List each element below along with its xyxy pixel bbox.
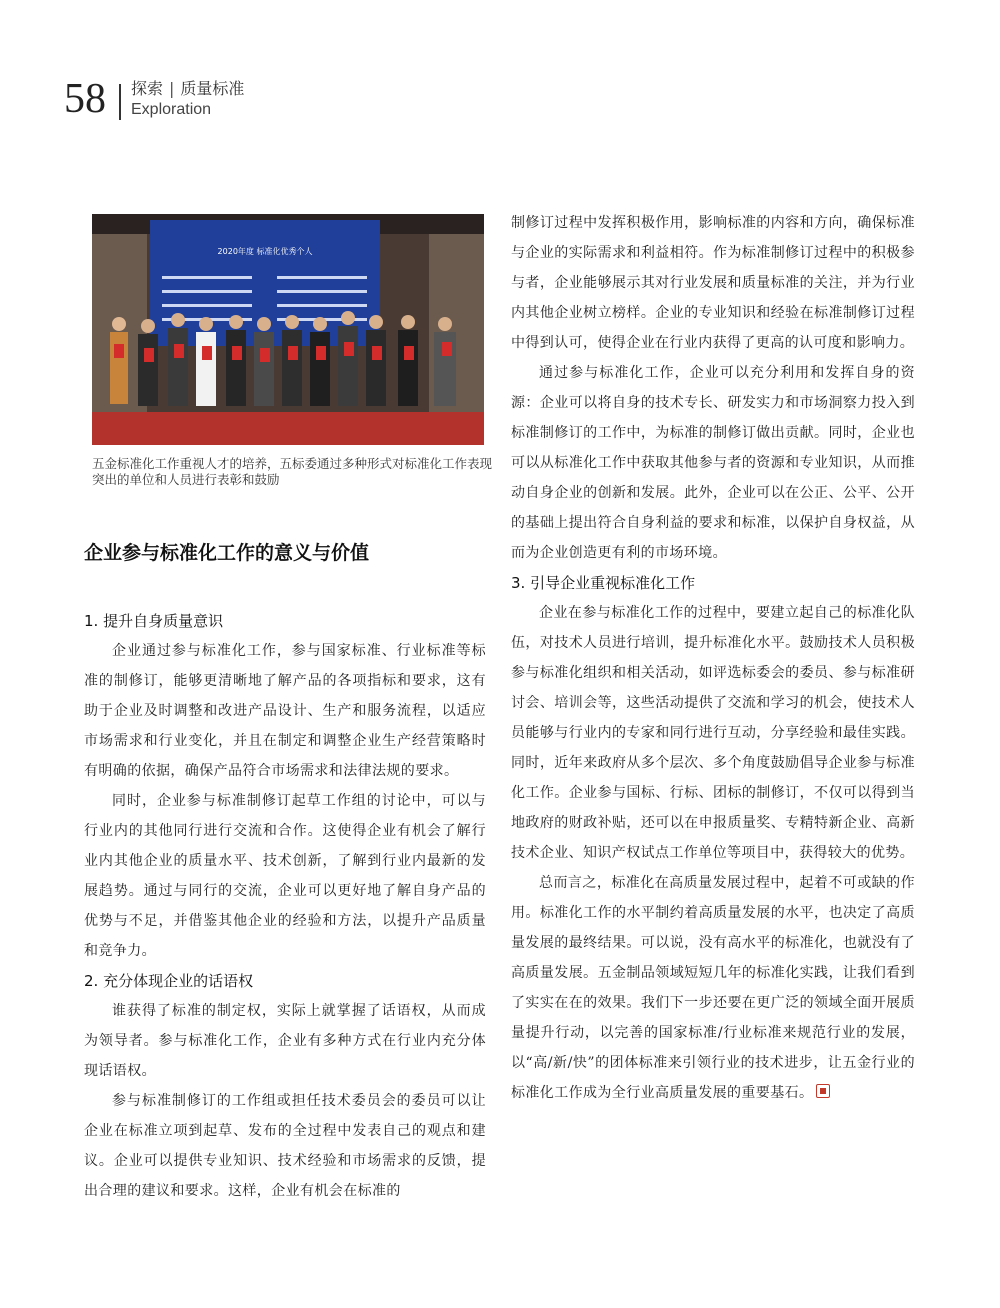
category-english: Exploration bbox=[131, 101, 212, 118]
subcategory-label: 质量标准 bbox=[180, 79, 245, 98]
paragraph: 参与标准制修订的工作组或担任技术委员会的委员可以让企业在标准立项到起草、发布的全过程中发表自己的观点和建议。企业可以提供专业知识、技术经验和市场需求的反馈，提出合理的建议和要求。这样，企业有机会在标准的 bbox=[84, 1093, 486, 1199]
award-screen-title: 2020年度 标准化优秀个人 bbox=[217, 247, 313, 256]
section-title: 企业参与标准化工作的意义与价值 bbox=[84, 542, 370, 564]
subheading-3: 3. 引导企业重视标准化工作 bbox=[511, 574, 696, 592]
conclusion-text: 总而言之，标准化在高质量发展过程中，起着不可或缺的作用。标准化工作的水平制约着高质量发展的水平，也决定了高质量发展的最终结果。可以说，没有高水平的标准化，也就没有了高质量发展。五金制品领域短短几年的标准化实践，让我们看到了实实在在的效果。我们下一步还要在更广泛的领域全面开展质量提升行动，以完善的国家标准/行业标准来规范行业的发展，以“高/新/快”的团体标准来引领行业的技术进步，让五金行业的标准化工作成为全行业高质量发展的重要基石。 bbox=[511, 875, 915, 1101]
paragraph: 企业通过参与标准化工作，参与国家标准、行业标准等标准的制修订，能够更清晰地了解产品的各项指标和要求，这有助于企业及时调整和改进产品设计、生产和服务流程，以适应市场需求和行业变化，并且在制定和调整企业生产经营策略时有明确的依据，确保产品符合市场需求和法律法规的要求。 bbox=[84, 643, 486, 779]
conclusion-paragraph bbox=[511, 868, 915, 1108]
award-photo-illustration bbox=[92, 214, 484, 445]
paragraph: 企业在参与标准化工作的过程中，要建立起自己的标准化队伍，对技术人员进行培训，提升标准化水平。鼓励技术人员积极参与标准化组织和相关活动，如评选标委会的委员、参与标准研讨会、培训会等，这些活动提供了交流和学习的机会，使技术人员能够与行业内的专家和同行进行互动，分享经验和最佳实践。同时，近年来政府从多个层次、多个角度鼓励倡导企业参与标准化工作。企业参与国标、行标、团标的制修订，不仅可以得到当地政府的财政补贴，还可以在申报质量奖、专精特新企业、高新技术企业、知识产权试点工作单位等项目中，获得较大的优势。 bbox=[511, 605, 915, 861]
subheading-2: 2. 充分体现企业的话语权 bbox=[84, 972, 254, 990]
paragraph-continued: 制修订过程中发挥积极作用，影响标准的内容和方向，确保标准与企业的实际需求和利益相符。作为标准制修订过程中的积极参与者，企业能够展示其对行业发展和质量标准的关注，并为行业内其他企业树立榜样。企业的专业知识和经验在标准制修订过程中得到认可，使得企业在行业内获得了更高的认可度和影响力。 bbox=[511, 215, 915, 351]
paragraph: 谁获得了标准的制定权，实际上就掌握了话语权，从而成为领导者。参与标准化工作，企业有多种方式在行业内充分体现话语权。 bbox=[84, 1003, 486, 1079]
photo-caption: 五金标准化工作重视人才的培养，五标委通过多种形式对标准化工作表现突出的单位和人员进行表彰和鼓励 bbox=[92, 456, 493, 487]
paragraph: 通过参与标准化工作，企业可以充分利用和发挥自身的资源：企业可以将自身的技术专长、研发实力和市场洞察力投入到标准制修订的工作中，为标准的制修订做出贡献。同时，企业也可以从标准化工作中获取其他参与者的资源和专业知识，从而推动自身企业的创新和发展。此外，企业可以在公正、公平、公开的基础上提出符合自身利益的要求和标准，以保护自身权益，从而为企业创造更有利的市场环境。 bbox=[511, 365, 915, 561]
paragraph: 同时，企业参与标准制修订起草工作组的讨论中，可以与行业内的其他同行进行交流和合作。这使得企业有机会了解行业内其他企业的质量水平、技术创新，了解到行业内最新的发展趋势。通过与同行的交流，企业可以更好地了解自身产品的优势与不足，并借鉴其他企业的经验和方法，以提升产品质量和竞争力。 bbox=[84, 793, 486, 959]
left-column bbox=[84, 528, 486, 1206]
category-separator: | bbox=[169, 79, 175, 98]
subheading-1: 1. 提升自身质量意识 bbox=[84, 612, 224, 630]
page-number: 58 bbox=[64, 76, 106, 122]
header-divider bbox=[119, 84, 121, 120]
right-column bbox=[511, 208, 915, 1108]
award-photo bbox=[92, 214, 484, 445]
category-label: 探索 bbox=[131, 79, 164, 98]
header-category bbox=[131, 78, 244, 100]
end-of-article-icon bbox=[816, 1084, 830, 1098]
